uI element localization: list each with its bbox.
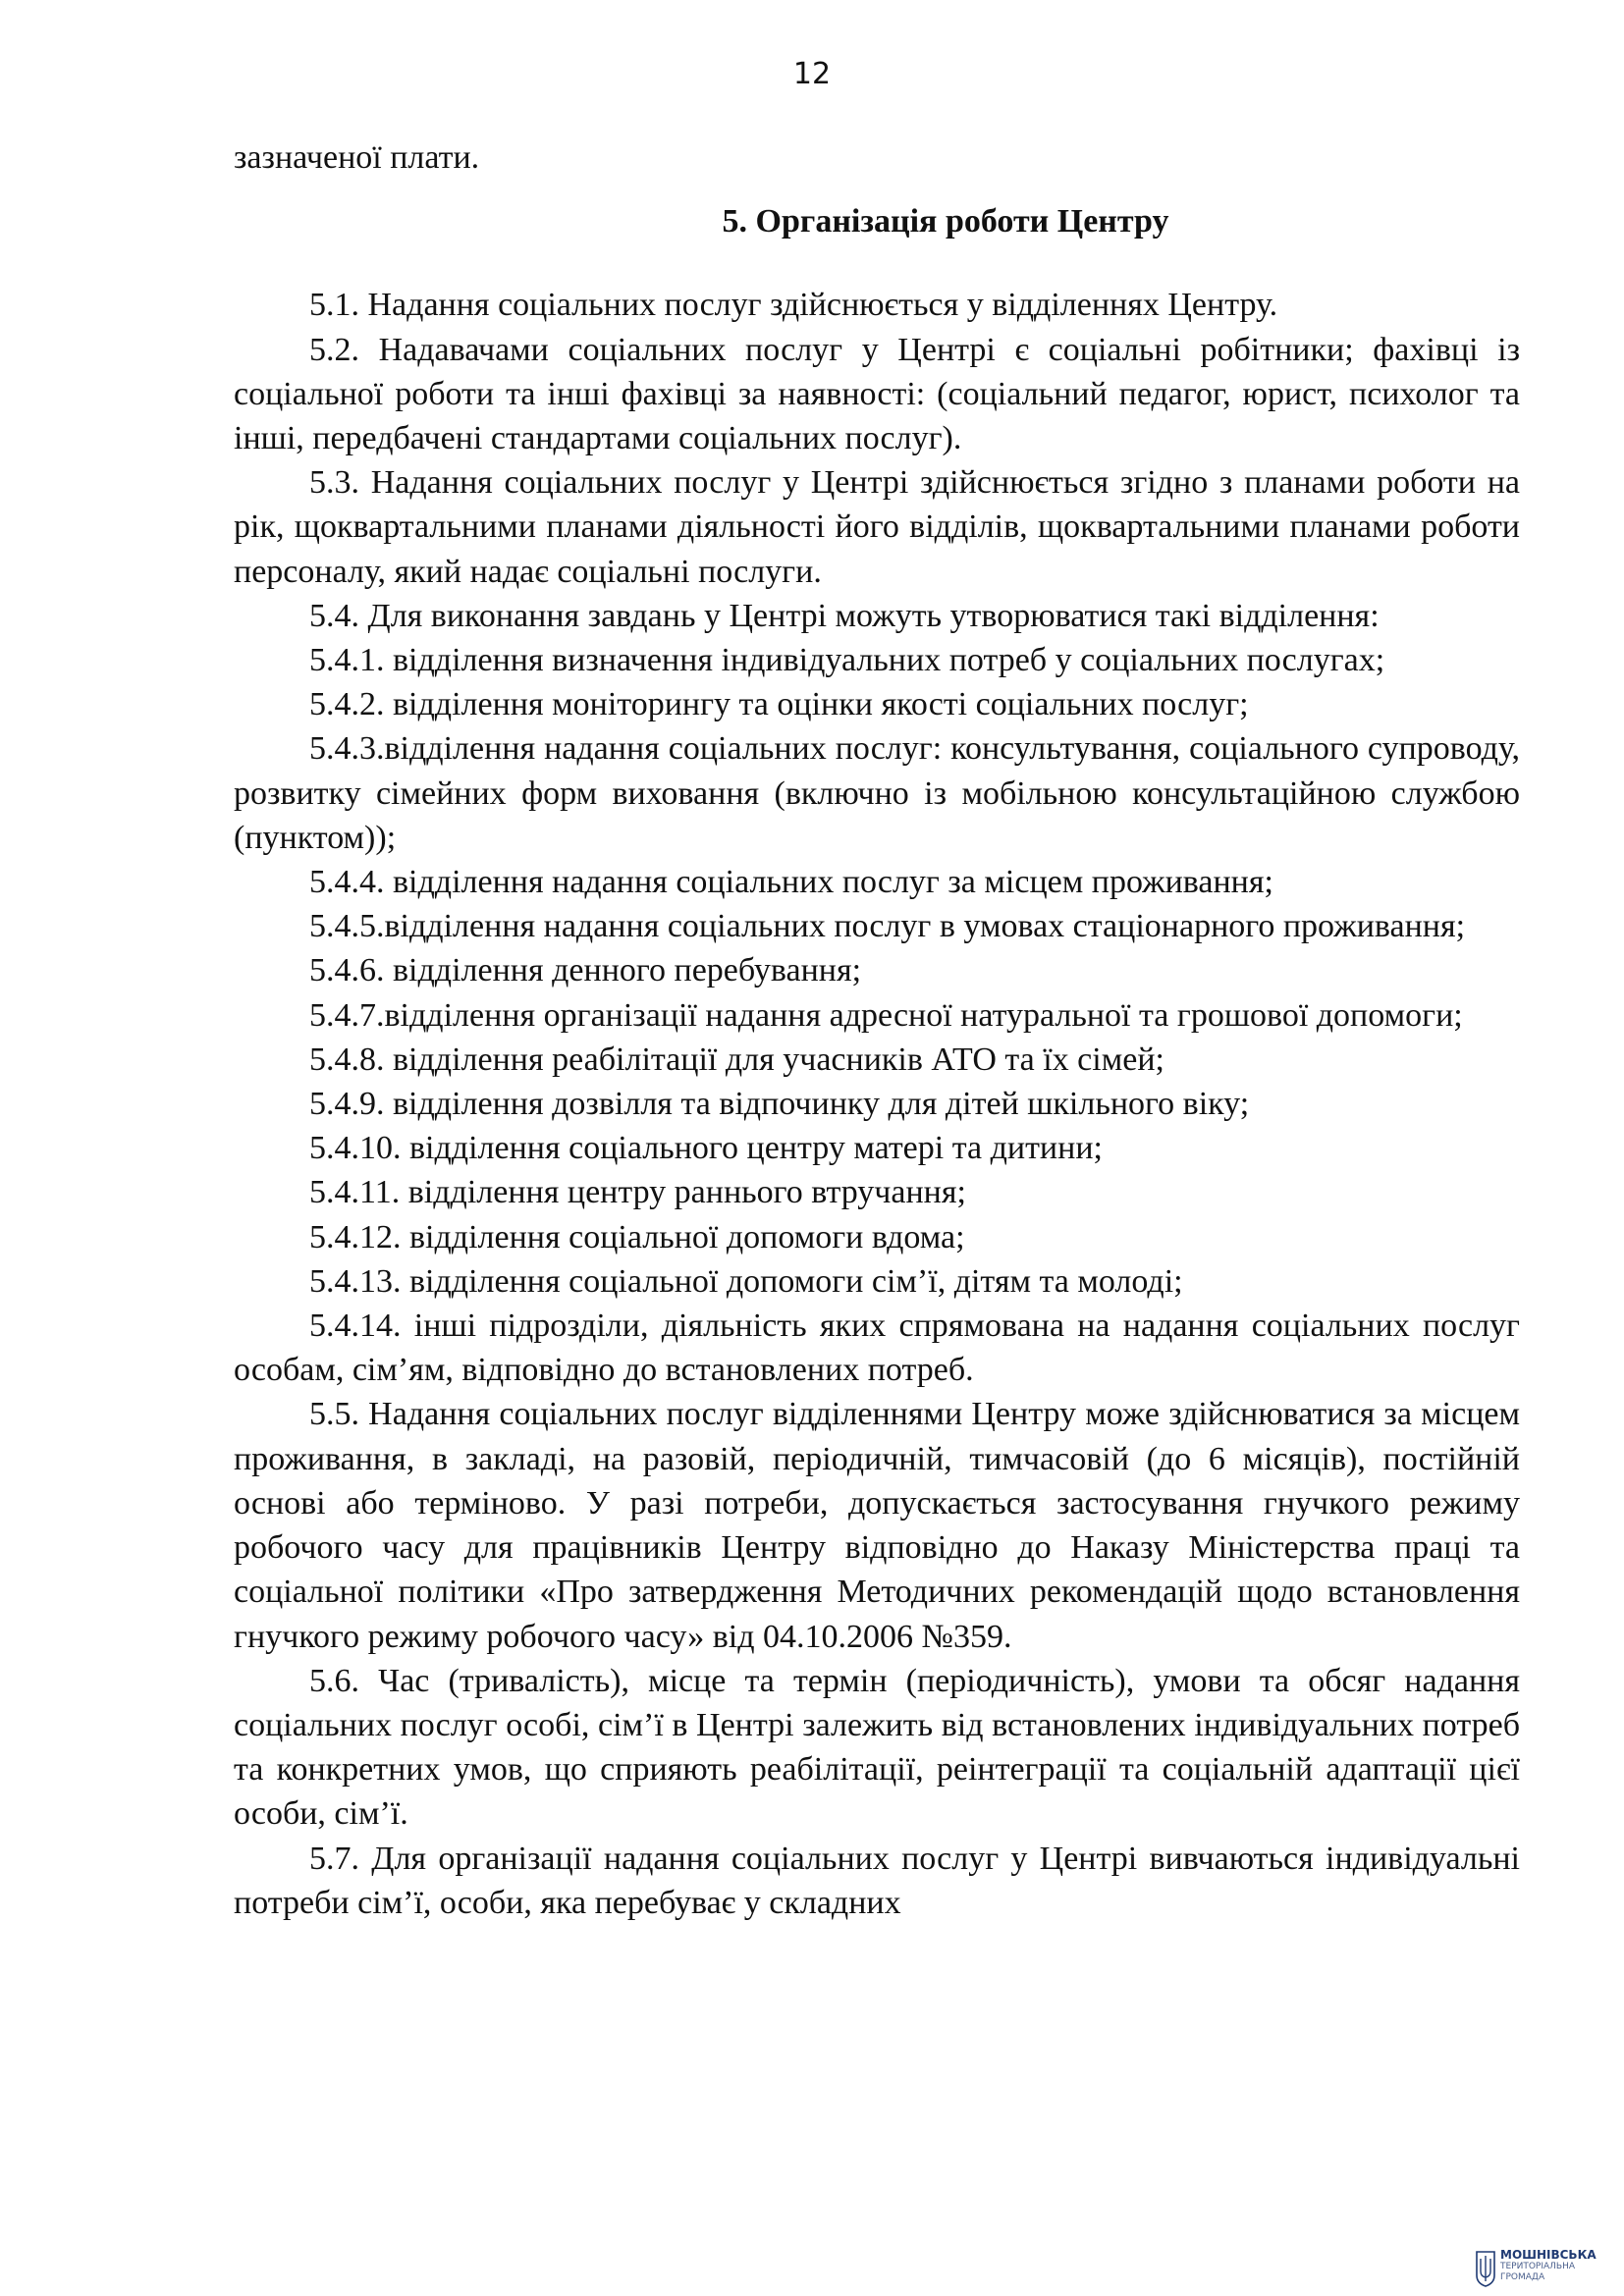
emblem-line: ГРОМАДА — [1500, 2272, 1545, 2282]
list-item: 5.4.5.відділення надання соціальних послуг в умовах стаціонарного проживання; — [309, 908, 1466, 945]
paragraph: 5.4. Для виконання завдань у Центрі можуть утворюватися такі відділення: — [309, 597, 1380, 634]
list-item: 5.4.8. відділення реабілітації для учасників АТО та їх сімей; — [309, 1041, 1164, 1078]
document-body — [234, 135, 1520, 1925]
list-item: 5.4.4. відділення надання соціальних послуг за місцем проживання; — [309, 864, 1273, 901]
list-item: 5.4.11. відділення центру раннього втручання; — [309, 1174, 966, 1211]
list-item: 5.4.12. відділення соціальної допомоги вдома; — [309, 1218, 965, 1255]
list-item: 5.4.10. відділення соціального центру матері та дитини; — [309, 1130, 1103, 1167]
paragraph: 5.6. Час (тривалість), місце та термін (періодичність), умови та обсяг надання соціальних послуг особі, сім’ї в Центрі залежить від встановлених індивідуальних потреб та конкретних умов, що сприяють реабілітації, реінтеграції та соціальній адаптації цієї особи, сім’ї. — [234, 1662, 1520, 1833]
paragraph: 5.2. Надавачами соціальних послуг у Центрі є соціальні робітники; фахівці із соціальної роботи та інші фахівці за наявності: (соціальний педагог, юрист, психолог та інші, передбачені стандартами соціальних послуг). — [234, 331, 1520, 457]
list-item: 5.4.3.відділення надання соціальних послуг: консультування, соціального супроводу, розвитку сімейних форм виховання (включно із мобільною консультаційною службою (пунктом)); — [234, 730, 1520, 856]
section-heading: 5. Організація роботи Центру — [722, 203, 1169, 240]
list-item: 5.4.13. відділення соціальної допомоги сім’ї, дітям та молоді; — [309, 1262, 1183, 1300]
list-item: 5.4.1. відділення визначення індивідуальних потреб у соціальних послугах; — [309, 642, 1385, 679]
community-emblem — [1475, 2248, 1624, 2293]
list-item: 5.4.6. відділення денного перебування; — [309, 952, 862, 989]
page-number: 12 — [792, 57, 832, 91]
paragraph: 5.3. Надання соціальних послуг у Центрі здійснюється згідно з планами роботи на рік, щоквартальними планами діяльності його відділів, щоквартальними планами роботи персоналу, який надає соціальні послуги. — [234, 464, 1520, 590]
list-item: 5.4.9. відділення дозвілля та відпочинку для дітей шкільного віку; — [309, 1086, 1250, 1123]
list-item: 5.4.2. відділення моніторингу та оцінки якості соціальних послуг; — [309, 686, 1249, 723]
emblem-line: МОШНІВСЬКА — [1500, 2248, 1597, 2262]
trident-shield-icon — [1475, 2250, 1496, 2287]
list-item: 5.4.14. інші підрозділи, діяльність яких спрямована на надання соціальних послуг особам, сім’ям, відповідно до встановлених потреб. — [234, 1308, 1520, 1389]
paragraph: зазначеної плати. — [234, 139, 480, 176]
paragraph: 5.7. Для організації надання соціальних послуг у Центрі вивчаються індивідуальні потреби сім’ї, особи, яка перебуває у складних — [234, 1840, 1520, 1921]
list-item: 5.4.7.відділення організації надання адресної натуральної та грошової допомоги; — [309, 996, 1463, 1034]
emblem-line: ТЕРИТОРІАЛЬНА — [1500, 2262, 1576, 2271]
paragraph: 5.5. Надання соціальних послуг відділеннями Центру може здійснюватися за місцем проживання, в закладі, на разовій, періодичній, тимчасовій (до 6 місяців), постійній основі або терміново. У разі потреби, допускається застосування гнучкого режиму робочого часу для працівників Центру відповідно до Наказу Міністерства праці та соціальної політики «Про затвердження Методичних рекомендацій щодо встановлення гнучкого режиму робочого часу» від 04.10.2006 №359. — [234, 1396, 1520, 1655]
emblem-text — [1500, 2248, 1597, 2283]
paragraph: 5.1. Надання соціальних послуг здійснюється у відділеннях Центру. — [309, 287, 1278, 324]
